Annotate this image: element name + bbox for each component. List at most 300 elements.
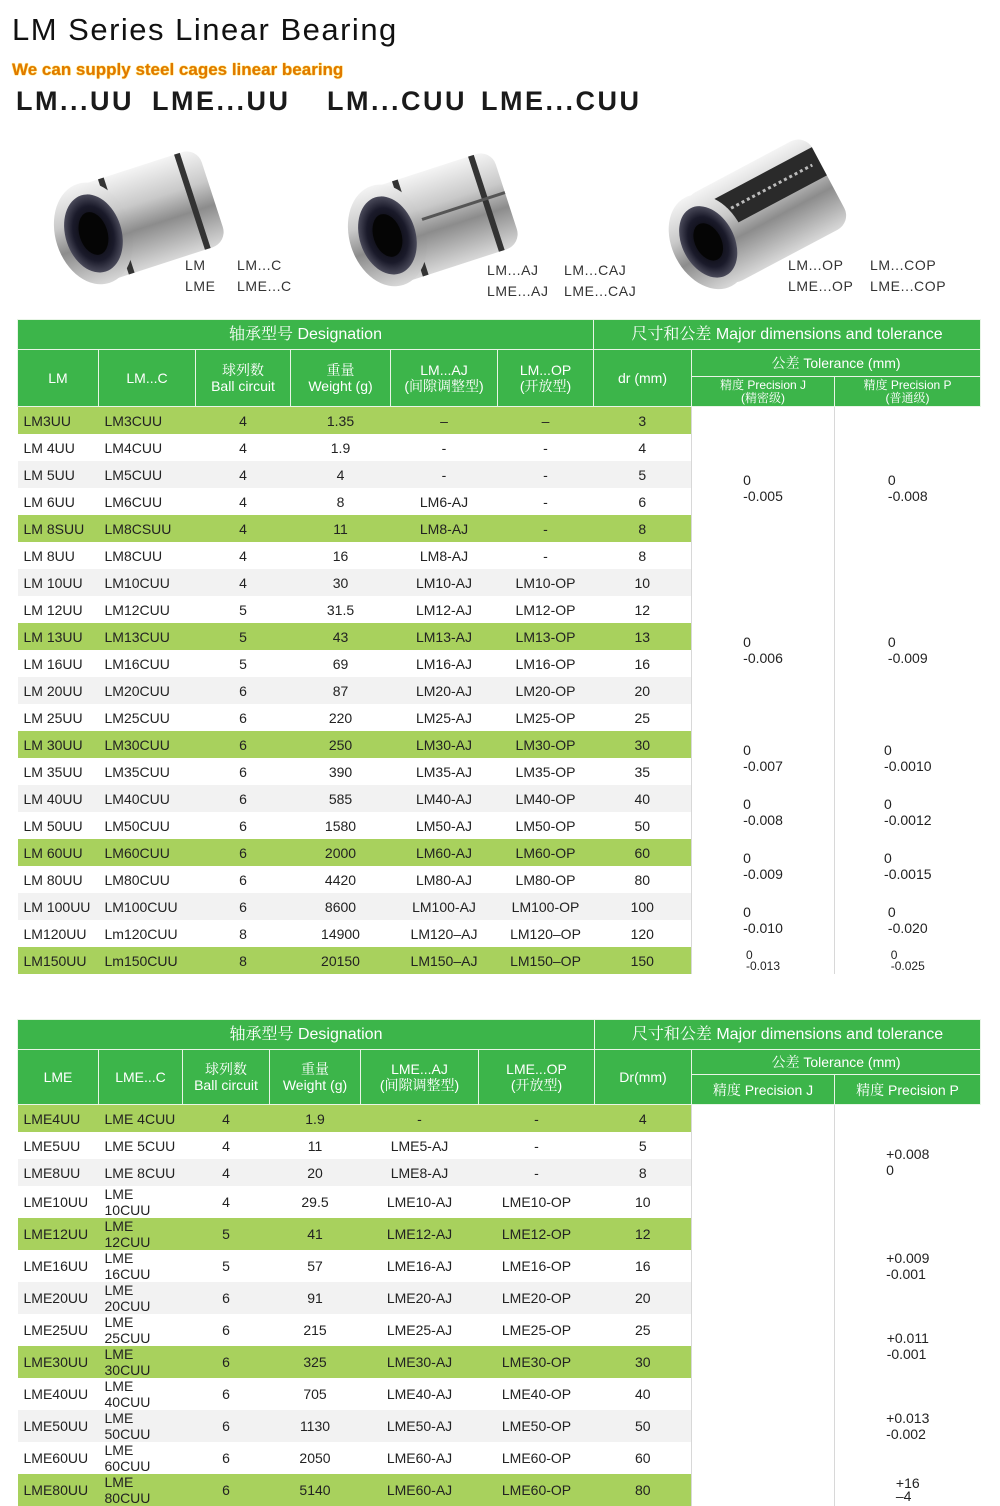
aj-model-cell: LME5-AJ (361, 1132, 479, 1159)
weight-cell: 4 (291, 461, 391, 488)
precision-p-header: 精度 Precision P (普通级) (835, 377, 981, 407)
aj-model-cell: LME8-AJ (361, 1159, 479, 1186)
col-header-aj: LME...AJ (间隙调整型) (361, 1050, 479, 1105)
lme-series-table (17, 1019, 981, 1506)
weight-cell: 11 (291, 515, 391, 542)
tolerance-p-cell-lower: –4 (895, 1488, 912, 1504)
tolerance-p-cell (835, 947, 981, 974)
aj-model-cell: LM60-AJ (391, 839, 498, 866)
lme-c-model-cell: LME 12CUU (99, 1218, 183, 1250)
dimensions-header: 尺寸和公差 Major dimensions and tolerance (595, 1020, 981, 1050)
weight-cell: 8600 (291, 893, 391, 920)
lme-model-cell: LME40UU (18, 1378, 99, 1410)
dr-cell: 40 (594, 785, 692, 812)
ball-circuit-cell: 5 (196, 596, 291, 623)
lm-c-model-cell: LM13CUU (99, 623, 196, 650)
lm-c-model-cell: LM100CUU (99, 893, 196, 920)
tolerance-j-cell (692, 1378, 835, 1474)
aj-model-cell: LM25-AJ (391, 704, 498, 731)
ball-circuit-cell: 4 (196, 569, 291, 596)
op-model-cell: - (479, 1132, 595, 1159)
tolerance-p-cell (835, 1314, 981, 1378)
product-label-lm: LM (185, 257, 206, 273)
lm-c-model-cell: LM16CUU (99, 650, 196, 677)
lme-c-model-cell: LME 4CUU (99, 1105, 183, 1133)
tolerance-p-cell-lower: -0.009 (887, 650, 928, 666)
dr-cell: 3 (594, 407, 692, 435)
aj-model-cell: LM8-AJ (391, 515, 498, 542)
aj-model-cell: LM80-AJ (391, 866, 498, 893)
dr-cell: 100 (594, 893, 692, 920)
dr-cell: 5 (594, 461, 692, 488)
tolerance-p-cell-lower: 0 (886, 1161, 894, 1178)
op-model-cell: LME25-OP (479, 1314, 595, 1346)
tolerance-p-cell-upper: 0 (884, 742, 892, 758)
col-header-op: LME...OP (开放型) (479, 1050, 595, 1105)
col-header-aj: LM...AJ (间隙调整型) (391, 350, 498, 407)
op-model-cell: LME12-OP (479, 1218, 595, 1250)
designation-header: 轴承型号 Designation (18, 320, 594, 350)
aj-model-cell: LME50-AJ (361, 1410, 479, 1442)
weight-cell: 1.35 (291, 407, 391, 435)
op-model-cell: LME10-OP (479, 1186, 595, 1218)
product-label-lme-c: LME...C (237, 278, 292, 294)
op-model-cell: LME40-OP (479, 1378, 595, 1410)
op-model-cell: - (479, 1159, 595, 1186)
lm-model-cell: LM 8SUU (18, 515, 99, 542)
ball-circuit-cell: 4 (196, 407, 291, 435)
tolerance-j-cell (692, 947, 835, 974)
aj-model-cell: LM6-AJ (391, 488, 498, 515)
op-model-cell: LM40-OP (498, 785, 594, 812)
page-title: LM Series Linear Bearing (12, 12, 398, 47)
aj-model-cell: - (391, 461, 498, 488)
ball-circuit-cell: 8 (196, 920, 291, 947)
weight-cell: 1580 (291, 812, 391, 839)
weight-cell: 16 (291, 542, 391, 569)
ball-circuit-cell: 6 (196, 866, 291, 893)
weight-cell: 2000 (291, 839, 391, 866)
weight-cell: 8 (291, 488, 391, 515)
tolerance-p-cell-lower: -0.020 (887, 920, 928, 936)
aj-model-cell: LME20-AJ (361, 1282, 479, 1314)
col-header-ball-circuit: 球列数 Ball circuit (183, 1050, 270, 1105)
tolerance-p-cell (835, 1474, 981, 1506)
tolerance-p-cell-upper: 0 (884, 796, 892, 812)
table-row (18, 785, 981, 812)
tolerance-j-cell (692, 893, 835, 947)
tolerance-j-cell-upper: 0 (743, 742, 751, 758)
col-header-op: LM...OP (开放型) (498, 350, 594, 407)
dr-cell: 16 (595, 1250, 692, 1282)
ball-circuit-cell: 6 (196, 731, 291, 758)
aj-model-cell: - (361, 1105, 479, 1133)
lm-model-cell: LM 5UU (18, 461, 99, 488)
dr-cell: 50 (595, 1410, 692, 1442)
op-model-cell: - (498, 488, 594, 515)
table-row (18, 947, 981, 974)
lm-c-model-cell: LM25CUU (99, 704, 196, 731)
tolerance-header: 公差 Tolerance (mm) (692, 350, 981, 377)
dr-cell: 10 (595, 1186, 692, 1218)
precision-p-header: 精度 Precision P (835, 1075, 981, 1105)
dr-cell: 4 (595, 1105, 692, 1133)
op-model-cell: LM120–OP (498, 920, 594, 947)
tolerance-p-cell-upper: 0 (887, 634, 896, 650)
tolerance-p-cell-lower: -0.008 (887, 488, 928, 504)
tolerance-p-cell (835, 1378, 981, 1474)
lm-c-model-cell: LM5CUU (99, 461, 196, 488)
product-label-lme-op: LME...OP (788, 278, 854, 294)
lm-c-model-cell: Lm150CUU (99, 947, 196, 974)
aj-model-cell: LME30-AJ (361, 1346, 479, 1378)
weight-cell: 5140 (270, 1474, 361, 1506)
dr-cell: 30 (595, 1346, 692, 1378)
tolerance-j-cell (692, 569, 835, 731)
weight-cell: 87 (291, 677, 391, 704)
lm-model-cell: LM 16UU (18, 650, 99, 677)
lme-model-cell: LME60UU (18, 1442, 99, 1474)
dr-cell: 150 (594, 947, 692, 974)
dr-cell: 60 (595, 1442, 692, 1474)
weight-cell: 20150 (291, 947, 391, 974)
table-row (18, 569, 981, 596)
product-label-lm-cop: LM...COP (870, 257, 937, 273)
aj-model-cell: LM10-AJ (391, 569, 498, 596)
aj-model-cell: LME40-AJ (361, 1378, 479, 1410)
aj-model-cell: LME12-AJ (361, 1218, 479, 1250)
tolerance-p-cell-upper: 0 (887, 904, 896, 920)
aj-model-cell: LM100-AJ (391, 893, 498, 920)
weight-cell: 91 (270, 1282, 361, 1314)
lme-c-model-cell: LME 16CUU (99, 1250, 183, 1282)
product-label-lme-caj: LME...CAJ (564, 283, 637, 299)
lme-c-model-cell: LME 40CUU (99, 1378, 183, 1410)
dr-cell: 60 (594, 839, 692, 866)
lm-c-model-cell: LM6CUU (99, 488, 196, 515)
op-model-cell: LM80-OP (498, 866, 594, 893)
col-header-lm-c: LM...C (99, 350, 196, 407)
designation-header: 轴承型号 Designation (18, 1020, 595, 1050)
tolerance-p-cell (835, 731, 981, 785)
lm-c-model-cell: LM80CUU (99, 866, 196, 893)
dr-cell: 40 (595, 1378, 692, 1410)
dr-cell: 12 (595, 1218, 692, 1250)
dr-cell: 50 (594, 812, 692, 839)
ball-circuit-cell: 4 (183, 1132, 270, 1159)
tolerance-p-cell (835, 569, 981, 731)
lm-model-cell: LM 40UU (18, 785, 99, 812)
tolerance-j-cell (692, 1314, 835, 1378)
ball-circuit-cell: 4 (196, 515, 291, 542)
aj-model-cell: LM150–AJ (391, 947, 498, 974)
table-row (18, 1474, 981, 1506)
tolerance-j-cell (692, 1105, 835, 1219)
weight-cell: 250 (291, 731, 391, 758)
weight-cell: 325 (270, 1346, 361, 1378)
aj-model-cell: LM20-AJ (391, 677, 498, 704)
ball-circuit-cell: 6 (183, 1410, 270, 1442)
weight-cell: 29.5 (270, 1186, 361, 1218)
lme-c-model-cell: LME 25CUU (99, 1314, 183, 1346)
weight-cell: 11 (270, 1132, 361, 1159)
product-label-lme-aj: LME...AJ (487, 283, 549, 299)
op-model-cell: LME20-OP (479, 1282, 595, 1314)
series-label-lm-cuu: LM...CUU (327, 86, 467, 116)
tolerance-p-cell-upper: 0 (884, 850, 892, 866)
lme-model-cell: LME5UU (18, 1132, 99, 1159)
lm-model-cell: LM 8UU (18, 542, 99, 569)
tolerance-p-cell-lower: -0.0010 (884, 758, 932, 774)
table-row (18, 1314, 981, 1346)
tolerance-j-cell-upper: 0 (743, 472, 751, 488)
ball-circuit-cell: 6 (183, 1442, 270, 1474)
product-label-lm-op: LM...OP (788, 257, 844, 273)
lm-model-cell: LM3UU (18, 407, 99, 435)
aj-model-cell: LM30-AJ (391, 731, 498, 758)
dimensions-header: 尺寸和公差 Major dimensions and tolerance (594, 320, 981, 350)
tolerance-j-cell-lower: -0.006 (743, 650, 783, 666)
weight-cell: 20 (270, 1159, 361, 1186)
product-label-lme: LME (185, 278, 216, 294)
ball-circuit-cell: 6 (183, 1282, 270, 1314)
tolerance-p-cell (835, 839, 981, 893)
tolerance-header: 公差 Tolerance (mm) (692, 1050, 981, 1075)
lm-model-cell: LM 20UU (18, 677, 99, 704)
lme-model-cell: LME30UU (18, 1346, 99, 1378)
tolerance-j-cell-lower: -0.009 (743, 866, 783, 882)
op-model-cell: - (498, 515, 594, 542)
tolerance-j-cell-lower: -0.005 (743, 488, 783, 504)
ball-circuit-cell: 6 (196, 677, 291, 704)
series-label-lme-cuu: LME...CUU (481, 86, 642, 116)
dr-cell: 16 (594, 650, 692, 677)
op-model-cell: LME60-OP (479, 1442, 595, 1474)
ball-circuit-cell: 5 (196, 650, 291, 677)
table-row (18, 893, 981, 920)
lm-c-model-cell: LM4CUU (99, 434, 196, 461)
weight-cell: 43 (291, 623, 391, 650)
lm-model-cell: LM 13UU (18, 623, 99, 650)
lme-model-cell: LME8UU (18, 1159, 99, 1186)
op-model-cell: LM50-OP (498, 812, 594, 839)
tolerance-p-cell-lower: -0.001 (886, 1346, 927, 1362)
tolerance-j-cell-upper: 0 (743, 796, 751, 812)
op-model-cell: – (498, 407, 594, 435)
tolerance-p-cell-upper: +0.009 (886, 1250, 930, 1266)
series-label-lm-uu: LM...UU (16, 86, 134, 116)
ball-circuit-cell: 5 (196, 623, 291, 650)
tolerance-j-cell (692, 785, 835, 839)
dr-cell: 4 (594, 434, 692, 461)
aj-model-cell: LM35-AJ (391, 758, 498, 785)
col-header-ball-circuit: 球列数 Ball circuit (196, 350, 291, 407)
aj-model-cell: LME60-AJ (361, 1474, 479, 1506)
op-model-cell: LM16-OP (498, 650, 594, 677)
op-model-cell: - (498, 461, 594, 488)
op-model-cell: LM35-OP (498, 758, 594, 785)
lm-model-cell: LM120UU (18, 920, 99, 947)
aj-model-cell: LME25-AJ (361, 1314, 479, 1346)
tolerance-p-cell-lower: -0.0015 (884, 866, 932, 882)
op-model-cell: LME50-OP (479, 1410, 595, 1442)
tolerance-p-cell-upper: +0.011 (886, 1330, 929, 1346)
lme-model-cell: LME12UU (18, 1218, 99, 1250)
ball-circuit-cell: 4 (183, 1105, 270, 1133)
weight-cell: 57 (270, 1250, 361, 1282)
precision-j-header: 精度 Precision J (692, 1075, 835, 1105)
tolerance-p-cell-lower: -0.0012 (884, 812, 932, 828)
lm-c-model-cell: LM60CUU (99, 839, 196, 866)
precision-j-header: 精度 Precision J (精密级) (692, 377, 835, 407)
lme-model-cell: LME25UU (18, 1314, 99, 1346)
dr-cell: 30 (594, 731, 692, 758)
lme-model-cell: LME20UU (18, 1282, 99, 1314)
weight-cell: 31.5 (291, 596, 391, 623)
dr-cell: 10 (594, 569, 692, 596)
product-label-lm-caj: LM...CAJ (564, 262, 627, 278)
lm-c-model-cell: LM10CUU (99, 569, 196, 596)
weight-cell: 4420 (291, 866, 391, 893)
lm-model-cell: LM 4UU (18, 434, 99, 461)
weight-cell: 705 (270, 1378, 361, 1410)
ball-circuit-cell: 6 (183, 1474, 270, 1506)
col-header-dr: dr (mm) (594, 350, 692, 407)
lm-model-cell: LM 6UU (18, 488, 99, 515)
weight-cell: 41 (270, 1218, 361, 1250)
lme-model-cell: LME80UU (18, 1474, 99, 1506)
weight-cell: 2050 (270, 1442, 361, 1474)
ball-circuit-cell: 4 (196, 542, 291, 569)
tolerance-p-cell-upper: +16 (895, 1475, 920, 1491)
ball-circuit-cell: 6 (183, 1314, 270, 1346)
tolerance-p-cell (835, 893, 981, 947)
table-row (18, 407, 981, 435)
lm-model-cell: LM 30UU (18, 731, 99, 758)
lm-model-cell: LM 12UU (18, 596, 99, 623)
dr-cell: 5 (595, 1132, 692, 1159)
op-model-cell: LM100-OP (498, 893, 594, 920)
tolerance-j-cell-lower: -0.007 (743, 758, 783, 774)
weight-cell: 220 (291, 704, 391, 731)
dr-cell: 13 (594, 623, 692, 650)
tolerance-p-cell-lower: -0.002 (886, 1426, 926, 1442)
ball-circuit-cell: 6 (196, 839, 291, 866)
ball-circuit-cell: 8 (196, 947, 291, 974)
tolerance-p-cell (835, 1105, 981, 1219)
lm-model-cell: LM 50UU (18, 812, 99, 839)
aj-model-cell: LM12-AJ (391, 596, 498, 623)
op-model-cell: LM150–OP (498, 947, 594, 974)
lm-model-cell: LM 80UU (18, 866, 99, 893)
lme-c-model-cell: LME 8CUU (99, 1159, 183, 1186)
op-model-cell: LM25-OP (498, 704, 594, 731)
lm-c-model-cell: LM30CUU (99, 731, 196, 758)
lm-model-cell: LM 35UU (18, 758, 99, 785)
lme-c-model-cell: LME 30CUU (99, 1346, 183, 1378)
dr-cell: 80 (595, 1474, 692, 1506)
weight-cell: 390 (291, 758, 391, 785)
weight-cell: 30 (291, 569, 391, 596)
tolerance-p-cell (835, 407, 981, 570)
tolerance-j-cell-upper: 0 (743, 850, 751, 866)
aj-model-cell: LM120–AJ (391, 920, 498, 947)
lm-c-model-cell: Lm120CUU (99, 920, 196, 947)
ball-circuit-cell: 4 (196, 461, 291, 488)
weight-cell: 1.9 (291, 434, 391, 461)
dr-cell: 80 (594, 866, 692, 893)
tolerance-j-cell-lower: -0.008 (743, 812, 783, 828)
lm-c-model-cell: LM3CUU (99, 407, 196, 435)
lm-model-cell: LM150UU (18, 947, 99, 974)
aj-model-cell: LM40-AJ (391, 785, 498, 812)
tolerance-j-cell (692, 731, 835, 785)
dr-cell: 120 (594, 920, 692, 947)
weight-cell: 585 (291, 785, 391, 812)
col-header-dr: Dr(mm) (595, 1050, 692, 1105)
lm-series-table (17, 319, 981, 974)
lm-model-cell: LM 10UU (18, 569, 99, 596)
lme-c-model-cell: LME 80CUU (99, 1474, 183, 1506)
dr-cell: 25 (594, 704, 692, 731)
ball-circuit-cell: 4 (183, 1159, 270, 1186)
lme-model-cell: LME16UU (18, 1250, 99, 1282)
aj-model-cell: LME16-AJ (361, 1250, 479, 1282)
tolerance-p-cell (835, 785, 981, 839)
dr-cell: 6 (594, 488, 692, 515)
tolerance-p-cell-upper: +0.008 (886, 1145, 930, 1162)
col-header-weight: 重量 Weight (g) (270, 1050, 361, 1105)
ball-circuit-cell: 4 (196, 434, 291, 461)
dr-cell: 8 (594, 515, 692, 542)
table-row (18, 731, 981, 758)
dr-cell: 8 (595, 1159, 692, 1186)
tolerance-j-cell-upper: 0 (746, 947, 753, 962)
ball-circuit-cell: 5 (183, 1250, 270, 1282)
tolerance-p-cell-upper: 0 (887, 472, 896, 488)
op-model-cell: LM12-OP (498, 596, 594, 623)
tolerance-j-cell (692, 407, 835, 570)
lm-c-model-cell: LM8CUU (99, 542, 196, 569)
ball-circuit-cell: 5 (183, 1218, 270, 1250)
table-row (18, 1378, 981, 1410)
tolerance-p-cell-upper: 0 (890, 947, 898, 962)
aj-model-cell: – (391, 407, 498, 435)
col-header-lm: LM (18, 350, 99, 407)
op-model-cell: LME16-OP (479, 1250, 595, 1282)
tolerance-j-cell (692, 1218, 835, 1314)
lme-c-model-cell: LME 10CUU (99, 1186, 183, 1218)
weight-cell: 1.9 (270, 1105, 361, 1133)
aj-model-cell: LM16-AJ (391, 650, 498, 677)
weight-cell: 1130 (270, 1410, 361, 1442)
aj-model-cell: LME60-AJ (361, 1442, 479, 1474)
ball-circuit-cell: 6 (196, 812, 291, 839)
lm-c-model-cell: LM35CUU (99, 758, 196, 785)
weight-cell: 14900 (291, 920, 391, 947)
ball-circuit-cell: 6 (196, 893, 291, 920)
tolerance-p-cell-lower: -0.001 (886, 1266, 926, 1282)
lme-c-model-cell: LME 20CUU (99, 1282, 183, 1314)
op-model-cell: - (498, 434, 594, 461)
lm-c-model-cell: LM8CSUU (99, 515, 196, 542)
dr-cell: 20 (595, 1282, 692, 1314)
tolerance-p-cell-lower: -0.025 (890, 958, 925, 973)
tolerance-j-cell (692, 839, 835, 893)
lme-model-cell: LME10UU (18, 1186, 99, 1218)
tolerance-j-cell-upper: 0 (743, 634, 751, 650)
lm-model-cell: LM 100UU (18, 893, 99, 920)
